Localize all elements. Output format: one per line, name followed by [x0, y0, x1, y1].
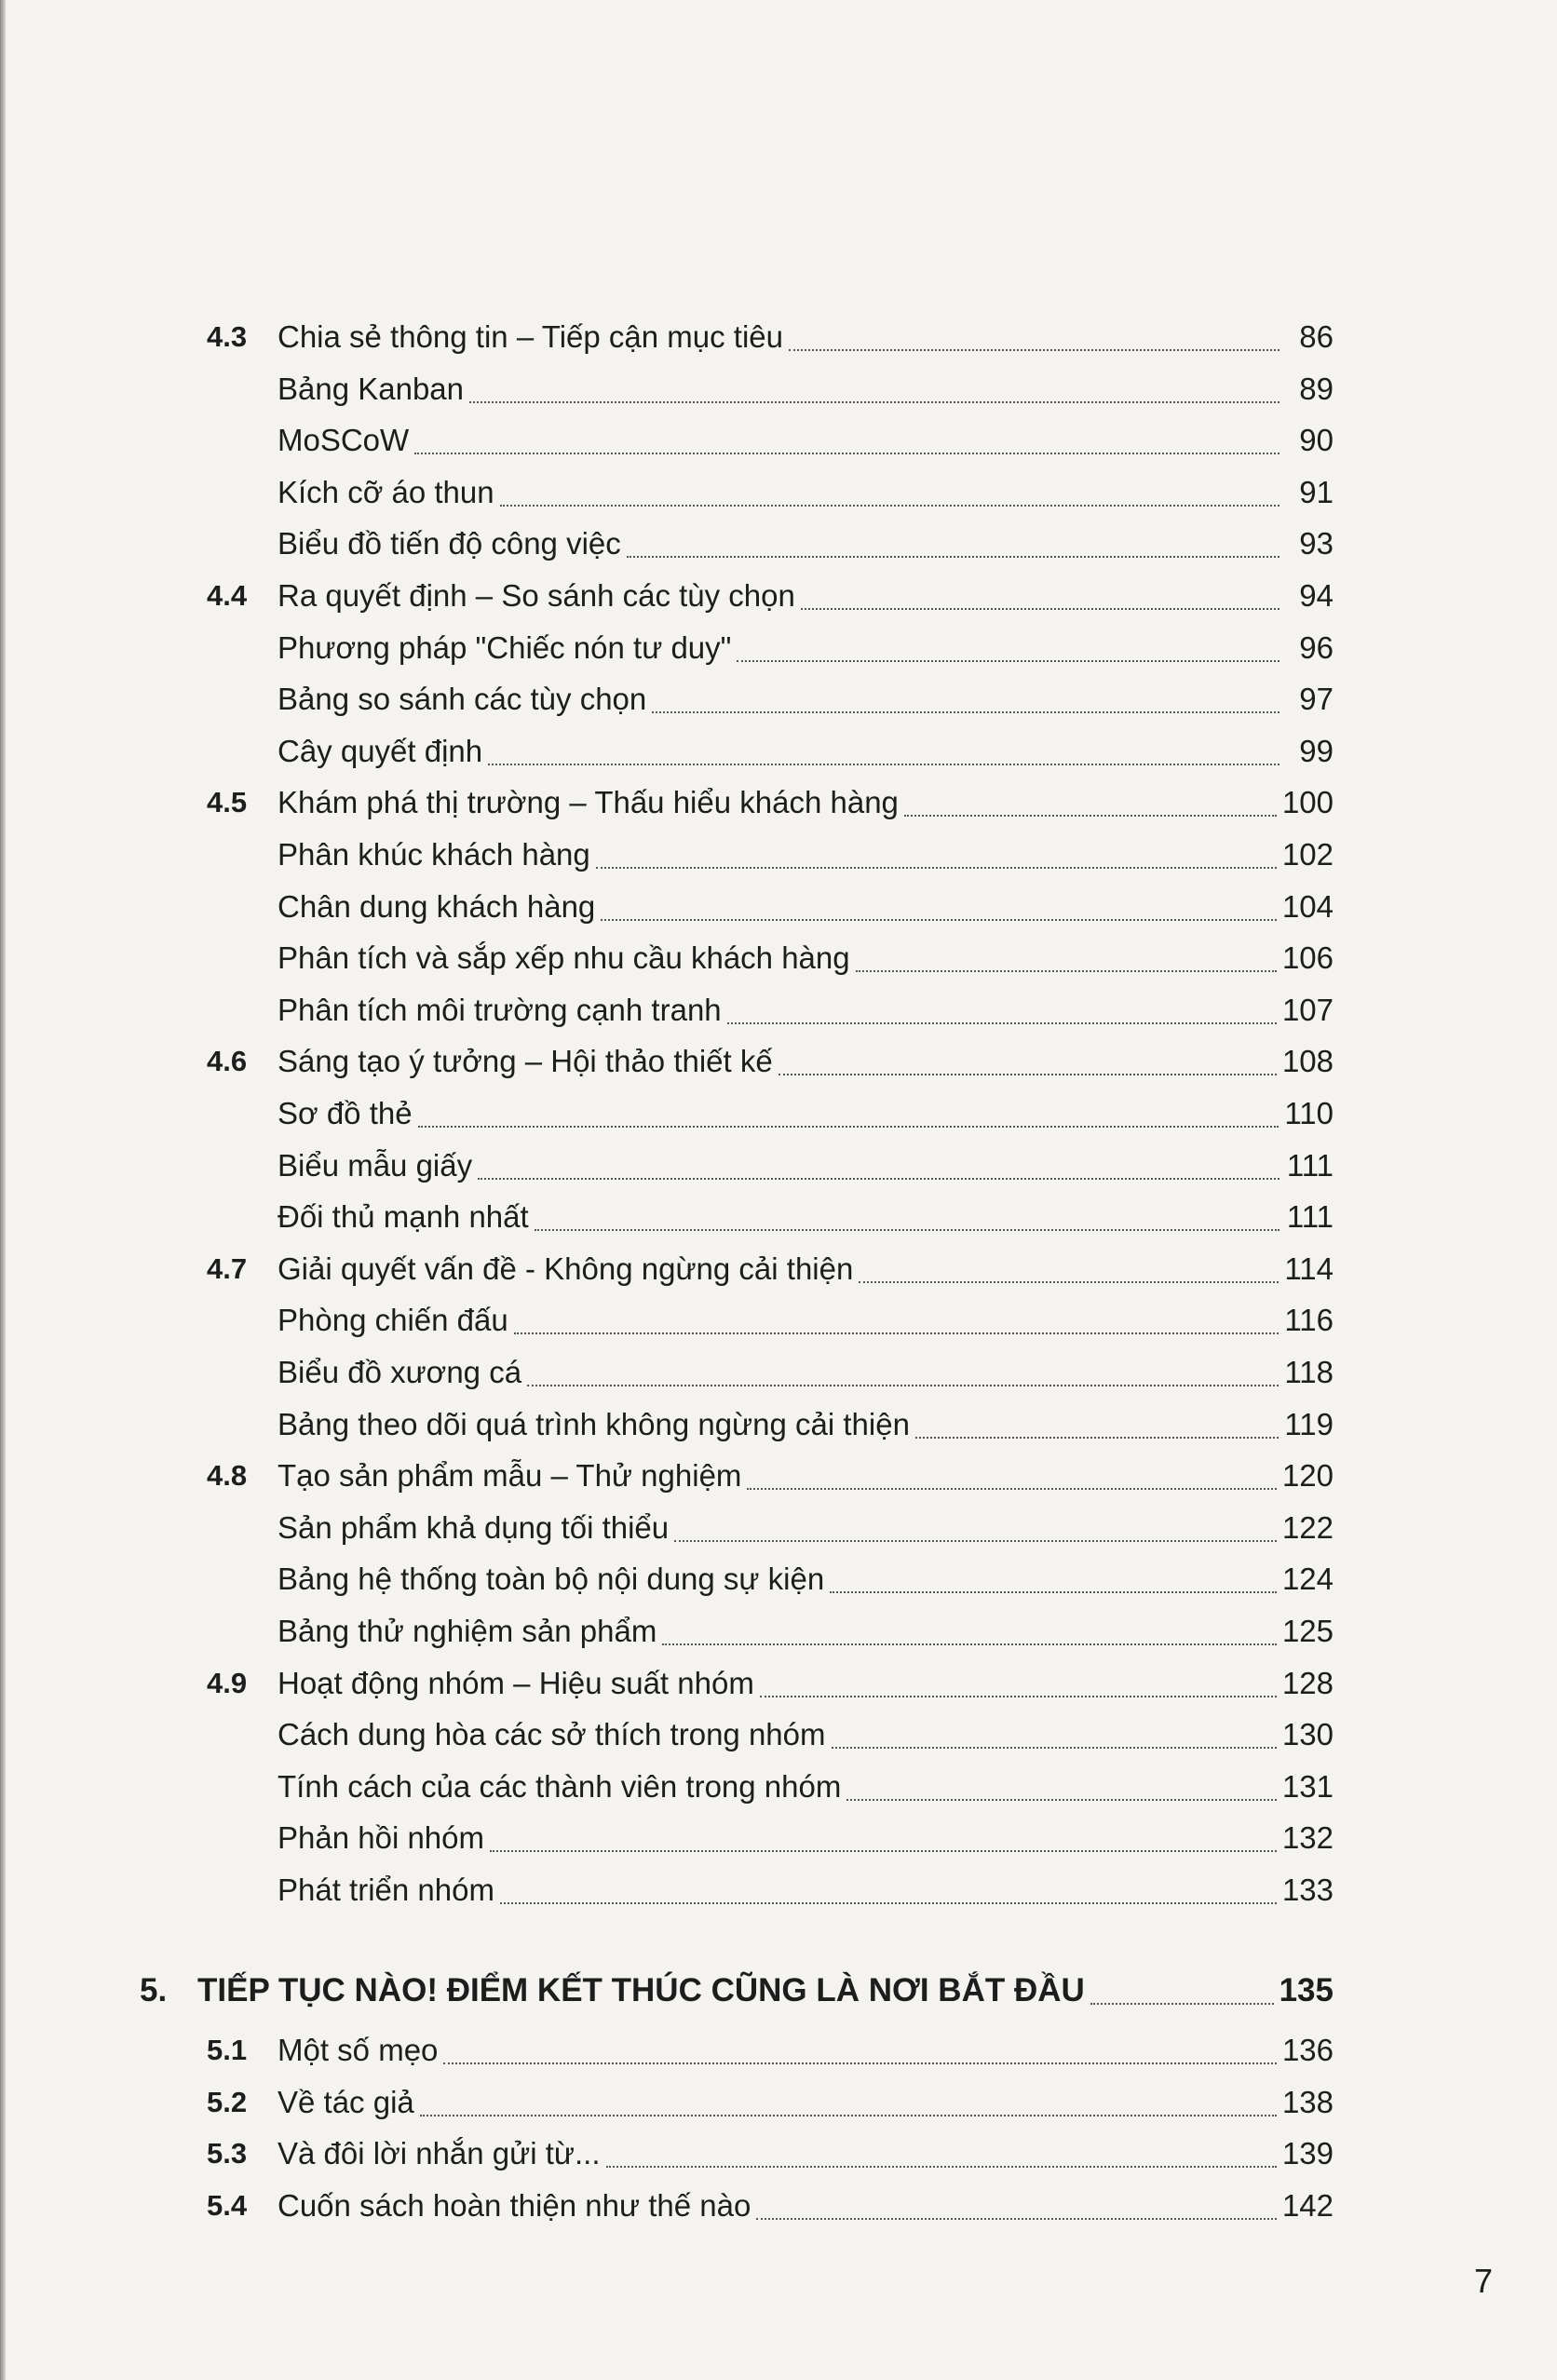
dot-leader: [832, 1747, 1277, 1749]
entry-page-number: 133: [1281, 1873, 1334, 1907]
entry-title: Sơ đồ thẻ: [278, 1096, 413, 1130]
entry-title: Chân dung khách hàng: [278, 888, 596, 924]
entry-title: Sáng tạo ý tưởng – Hội thảo thiết kế: [278, 1044, 773, 1079]
toc-subsection-row[interactable]: [278, 518, 1334, 570]
entry-page-number: 106: [1281, 940, 1334, 976]
entry-page-number: 86: [1299, 319, 1334, 354]
dot-leader: [514, 1332, 1279, 1334]
entry-title: Bảng theo dõi quá trình không ngừng cải thiện: [278, 1406, 910, 1441]
dot-leader: [420, 2115, 1277, 2116]
entry-title: Phân tích môi trường cạnh tranh: [278, 992, 722, 1027]
dot-leader: [674, 1540, 1277, 1542]
toc-section-row[interactable]: [278, 2180, 1334, 2232]
toc-section-row[interactable]: [278, 1450, 1334, 1502]
section-number: 4.8: [207, 1459, 248, 1493]
dot-leader: [830, 1591, 1277, 1593]
dot-leader: [478, 1178, 1279, 1180]
entry-page-number: 128: [1281, 1665, 1334, 1700]
dot-leader: [760, 1696, 1277, 1697]
entry-title: Biểu đồ tiến độ công việc: [278, 526, 621, 561]
dot-leader: [1090, 2003, 1274, 2005]
dot-leader: [778, 1074, 1277, 1075]
dot-leader: [443, 2062, 1277, 2064]
dot-leader: [727, 1022, 1277, 1024]
toc-section-row[interactable]: [278, 2076, 1334, 2129]
entry-title: Biểu đồ xương cá: [278, 1355, 522, 1389]
toc-subsection-row[interactable]: [278, 984, 1334, 1036]
entry-page-number: 124: [1281, 1562, 1334, 1597]
entry-page-number: 91: [1299, 474, 1334, 509]
page-number: 7: [1474, 2262, 1494, 2300]
section-number: 5.3: [207, 2137, 248, 2170]
entry-page-number: 90: [1299, 423, 1334, 458]
section-number: 4.3: [207, 320, 248, 353]
dot-leader: [662, 1643, 1277, 1645]
entry-page-number: 89: [1299, 371, 1334, 406]
entry-title: Cách dung hòa các sở thích trong nhóm: [278, 1717, 826, 1752]
toc-subsection-row[interactable]: [278, 1553, 1334, 1605]
chapter-number: 5.: [140, 1972, 168, 2008]
section-number: 4.9: [207, 1666, 248, 1699]
dot-leader: [418, 1126, 1279, 1128]
section-number: 5.2: [207, 2085, 248, 2118]
entry-page-number: 93: [1299, 526, 1334, 561]
entry-page-number: 136: [1281, 2033, 1334, 2067]
entry-title: Phân tích và sắp xếp nhu cầu khách hàng: [278, 940, 850, 976]
entry-page-number: 100: [1281, 785, 1334, 820]
entry-page-number: 138: [1281, 2084, 1334, 2119]
section-number: 4.5: [207, 786, 248, 819]
entry-title: MoSCoW: [278, 423, 410, 458]
toc-subsection-row[interactable]: [278, 829, 1334, 881]
toc-section-row[interactable]: [278, 2024, 1334, 2076]
dot-leader: [527, 1385, 1279, 1386]
entry-title: Phát triển nhóm: [278, 1873, 494, 1907]
entry-title: Một số mẹo: [278, 2033, 439, 2067]
dot-leader: [500, 505, 1279, 507]
toc-subsection-row[interactable]: [278, 881, 1334, 933]
toc-subsection-row[interactable]: [278, 622, 1334, 674]
entry-page-number: 116: [1284, 1303, 1334, 1338]
entry-title: Tạo sản phẩm mẫu – Thử nghiệm: [278, 1458, 742, 1494]
entry-title: Bảng Kanban: [278, 371, 465, 406]
toc-subsection-row[interactable]: [278, 1605, 1334, 1657]
entry-page-number: 94: [1299, 578, 1334, 613]
entry-page-number: 110: [1284, 1096, 1334, 1130]
dot-leader: [859, 1281, 1279, 1283]
dot-leader: [414, 453, 1279, 454]
entry-page-number: 132: [1281, 1820, 1334, 1856]
toc-subsection-row[interactable]: [278, 1864, 1334, 1916]
entry-page-number: 111: [1286, 1199, 1334, 1235]
dot-leader: [490, 1850, 1277, 1852]
toc-subsection-row[interactable]: [278, 1812, 1334, 1864]
entry-page-number: 130: [1281, 1717, 1334, 1752]
entry-page-number: 118: [1284, 1355, 1334, 1389]
toc-subsection-row[interactable]: [278, 414, 1334, 467]
entry-page-number: 107: [1281, 992, 1334, 1027]
dot-leader: [756, 2218, 1277, 2220]
toc-subsection-row[interactable]: [278, 932, 1334, 984]
dot-leader: [856, 970, 1277, 972]
dot-leader: [535, 1229, 1279, 1231]
entry-title: Phân khúc khách hàng: [278, 837, 590, 872]
toc-section-row[interactable]: [278, 311, 1334, 363]
entry-title: Phòng chiến đấu: [278, 1303, 508, 1338]
entry-page-number: 104: [1281, 888, 1334, 924]
entry-page-number: 122: [1281, 1509, 1334, 1545]
dot-leader: [737, 660, 1279, 662]
entry-page-number: 96: [1299, 629, 1334, 665]
toc-subsection-row[interactable]: [278, 1191, 1334, 1243]
toc-subsection-row[interactable]: [278, 1088, 1334, 1140]
section-number: 5.4: [207, 2188, 248, 2222]
toc-section-row[interactable]: [278, 1657, 1334, 1710]
section-number: 4.6: [207, 1045, 248, 1078]
toc-subsection-row[interactable]: [278, 1294, 1334, 1346]
entry-page-number: 139: [1281, 2136, 1334, 2171]
toc-subsection-row[interactable]: [278, 1140, 1334, 1192]
dot-leader: [747, 1488, 1277, 1490]
entry-page-number: 120: [1281, 1458, 1334, 1494]
toc-subsection-row[interactable]: [278, 673, 1334, 725]
toc-section-row[interactable]: [278, 1035, 1334, 1088]
entry-page-number: 99: [1299, 733, 1334, 768]
dot-leader: [846, 1799, 1277, 1801]
entry-title: Đối thủ mạnh nhất: [278, 1199, 529, 1235]
toc-section-row[interactable]: [278, 1243, 1334, 1295]
section-number: 5.1: [207, 2034, 248, 2066]
toc-chapter-row[interactable]: [197, 1965, 1334, 2017]
entry-title: Bảng hệ thống toàn bộ nội dung sự kiện: [278, 1562, 825, 1597]
entry-title: Và đôi lời nhắn gửi từ...: [278, 2136, 601, 2171]
dot-leader: [500, 1902, 1277, 1904]
section-number: 4.4: [207, 579, 248, 612]
entry-title: Cuốn sách hoàn thiện như thế nào: [278, 2187, 751, 2223]
entry-title: Về tác giả: [278, 2084, 414, 2119]
toc-subsection-row[interactable]: [278, 1346, 1334, 1399]
toc-subsection-row[interactable]: [278, 1502, 1334, 1554]
entry-page-number: 131: [1281, 1768, 1334, 1804]
toc-subsection-row[interactable]: [278, 725, 1334, 778]
dot-leader: [801, 608, 1279, 610]
toc-section-row[interactable]: [278, 2128, 1334, 2180]
dot-leader: [627, 556, 1279, 558]
toc-subsection-row[interactable]: [278, 363, 1334, 415]
toc-subsection-row[interactable]: [278, 1709, 1334, 1761]
entry-page-number: 114: [1284, 1251, 1334, 1286]
dot-leader: [606, 2166, 1277, 2168]
entry-title: Tính cách của các thành viên trong nhóm: [278, 1768, 842, 1804]
entry-page-number: 102: [1281, 837, 1334, 872]
entry-title: Bảng so sánh các tùy chọn: [278, 682, 647, 717]
entry-page-number: 108: [1281, 1044, 1334, 1079]
entry-page-number: 119: [1284, 1406, 1334, 1441]
toc-subsection-row[interactable]: [278, 1399, 1334, 1451]
entry-title: Khám phá thị trường – Thấu hiểu khách hàng: [278, 785, 899, 820]
entry-title: Chia sẻ thông tin – Tiếp cận mục tiêu: [278, 319, 783, 354]
entry-title: Kích cỡ áo thun: [278, 474, 494, 509]
entry-title: Bảng thử nghiệm sản phẩm: [278, 1614, 657, 1648]
entry-page-number: 142: [1281, 2187, 1334, 2223]
entry-title: Giải quyết vấn đề - Không ngừng cải thiện: [278, 1251, 854, 1286]
dot-leader: [488, 764, 1279, 765]
dot-leader: [596, 867, 1277, 869]
entry-title: Sản phẩm khả dụng tối thiểu: [278, 1509, 670, 1545]
toc-section-row[interactable]: [278, 570, 1334, 622]
toc-section-row[interactable]: [278, 777, 1334, 829]
dot-leader: [652, 711, 1279, 713]
entry-title: Ra quyết định – So sánh các tùy chọn: [278, 578, 795, 613]
dot-leader: [915, 1437, 1279, 1439]
toc-subsection-row[interactable]: [278, 467, 1334, 519]
toc-subsection-row[interactable]: [278, 1761, 1334, 1813]
entry-page-number: 111: [1286, 1147, 1334, 1183]
dot-leader: [789, 349, 1279, 351]
entry-title: Hoạt động nhóm – Hiệu suất nhóm: [278, 1665, 754, 1700]
entry-page-number: 135: [1279, 1972, 1334, 2008]
entry-page-number: 97: [1299, 682, 1334, 717]
dot-leader: [904, 815, 1277, 817]
dot-leader: [601, 919, 1277, 921]
entry-title: Cây quyết định: [278, 733, 483, 768]
entry-title: Phản hồi nhóm: [278, 1820, 484, 1856]
entry-title: TIẾP TỤC NÀO! ĐIỂM KẾT THÚC CŨNG LÀ NƠI BẮT ĐẦU: [197, 1972, 1085, 2008]
entry-page-number: 125: [1281, 1614, 1334, 1648]
entry-title: Biểu mẫu giấy: [278, 1147, 473, 1183]
dot-leader: [469, 401, 1279, 403]
section-number: 4.7: [207, 1251, 248, 1285]
entry-title: Phương pháp "Chiếc nón tư duy": [278, 629, 732, 665]
